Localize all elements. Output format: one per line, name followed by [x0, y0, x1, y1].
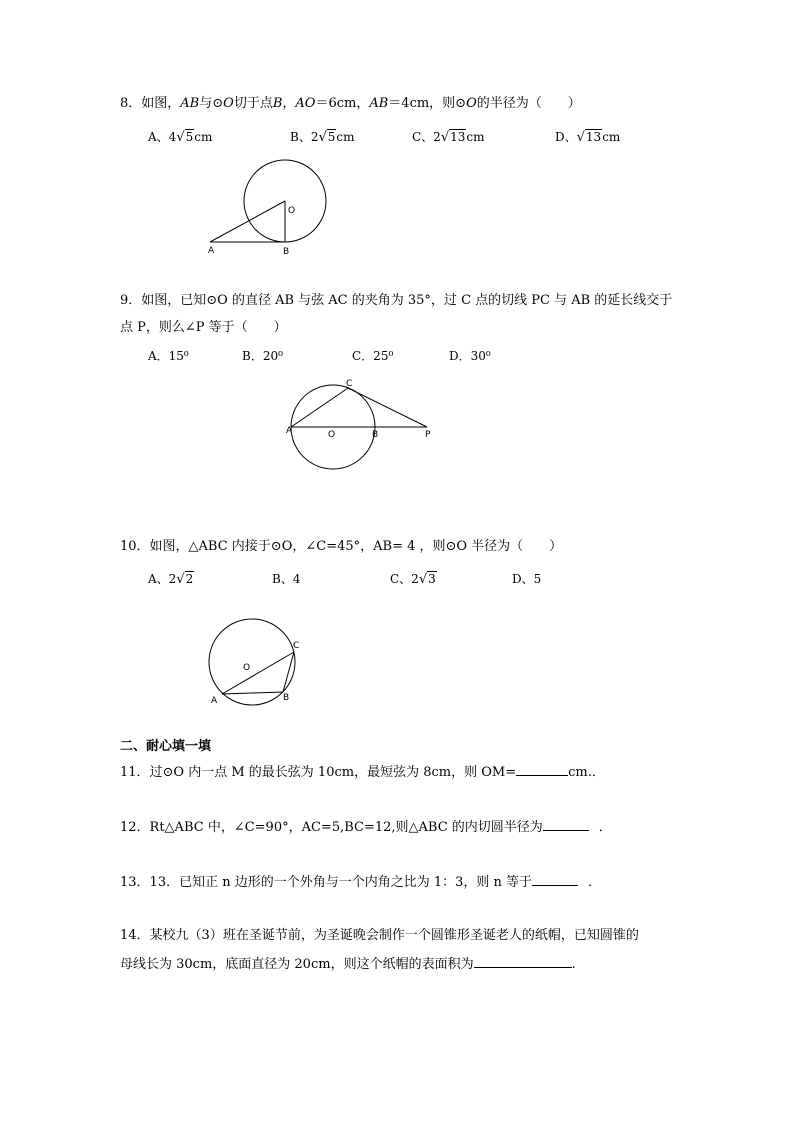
q9-label-c: C: [346, 379, 353, 389]
q10-option-c: C、2√3: [390, 572, 436, 587]
q10-figure: [200, 615, 310, 715]
q9-label-b: B: [372, 430, 379, 440]
q9-figure: [280, 375, 450, 475]
q9-label-o: O: [328, 430, 336, 440]
q14-line2: 母线长为 30cm，底面直径为 20cm，则这个纸帽的表面积为 .: [120, 954, 576, 974]
q8-segment-ao: [210, 201, 285, 242]
q9-segment-ac: [291, 388, 348, 427]
q10-option-b: B、4: [272, 572, 301, 586]
q8-label-b: B: [283, 247, 290, 257]
q9-option-c: C．25⁰: [352, 349, 394, 363]
q12: 12．Rt△ABC 中，∠C=90°，AC=5,BC=12,则△ABC 的内切圆半径为 ．: [120, 817, 612, 837]
q10-label-b: B: [283, 693, 290, 703]
q10-label-a: A: [211, 696, 218, 706]
q8-option-b: B、2√5cm: [290, 130, 355, 145]
q14-line1: 14．某校九（3）班在圣诞节前，为圣诞晚会制作一个圆锥形圣诞老人的纸帽，已知圆锥的: [120, 928, 639, 943]
q10-option-d: D、5: [512, 572, 542, 586]
q10-label-o: O: [243, 663, 251, 673]
q9-stem-line2: 点 P，则么∠P 等于（ ）: [120, 320, 287, 335]
q14-blank[interactable]: [474, 954, 572, 968]
q9-option-a: A．15⁰: [148, 349, 189, 363]
section2-title: 二、耐心填一填: [120, 739, 212, 754]
q13-blank[interactable]: [532, 872, 578, 886]
q9-stem-line1: 9．如图，已知⊙O 的直径 AB 与弦 AC 的夹角为 35°，过 C 点的切线 PC 与 AB 的延长线交于: [120, 293, 673, 308]
q12-blank[interactable]: [543, 817, 589, 831]
q11-blank[interactable]: [516, 762, 568, 776]
q10-segment-ab: [222, 692, 283, 694]
q8-label-o: O: [288, 206, 296, 216]
q10-option-a: A、2√2: [148, 572, 194, 587]
q9-label-a: A: [286, 426, 293, 436]
q8-option-d: D、√13cm: [555, 130, 621, 145]
q8-label-a: A: [208, 246, 215, 256]
q13: 13．13．已知正 n 边形的一个外角与一个内角之比为 1：3，则 n 等于 ．: [120, 872, 601, 892]
q9-option-d: D．30⁰: [449, 349, 491, 363]
q8-option-a: A、4√5cm: [148, 130, 213, 145]
q9-option-b: B．20⁰: [242, 349, 283, 363]
q11: 11．过⊙O 内一点 M 的最长弦为 10cm，最短弦为 8cm，则 OM= cm.．: [120, 762, 605, 782]
q10-segment-ac: [222, 652, 294, 694]
q10-stem: 10．如图，△ABC 内接于⊙O，∠C=45°，AB= 4 ，则⊙O 半径为（ ）: [120, 539, 563, 554]
q9-label-p: P: [425, 430, 431, 440]
q8-option-c: C、2√13cm: [412, 130, 485, 145]
q8-figure: [200, 155, 340, 265]
q9-segment-cp: [348, 388, 427, 427]
q8-stem: 8．如图，AB与⊙O切于点B，AO＝6cm，AB＝4cm，则⊙O的半径为（ ）: [120, 96, 581, 111]
q10-label-c: C: [293, 641, 300, 651]
